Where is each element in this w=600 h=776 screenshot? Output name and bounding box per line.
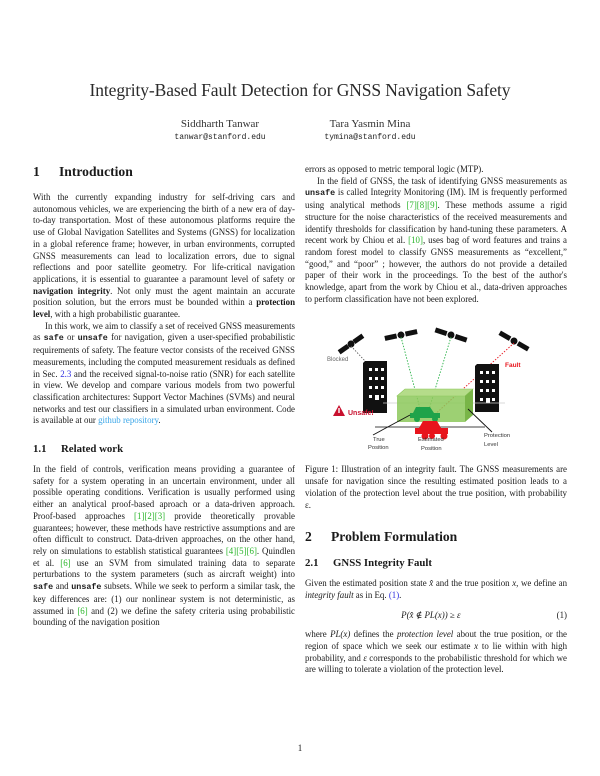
author-2 bbox=[300, 118, 440, 142]
warning-icon bbox=[333, 405, 345, 416]
integrity-fault-diagram bbox=[305, 319, 567, 454]
citation-link[interactable]: [6] bbox=[246, 545, 257, 556]
svg-text:Protection: Protection bbox=[484, 433, 511, 440]
section-heading-introduction: 1 Introduction bbox=[33, 164, 133, 179]
citation-link[interactable]: [9] bbox=[427, 200, 438, 211]
satellite-icon bbox=[338, 328, 530, 355]
svg-text:Position: Position bbox=[421, 446, 442, 453]
intro-paragraph-1: With the currently expanding industry for self-driving cars and autonomous vehicles, we are experiencing the birth of a new era of day-to-day transportation. Most of these autonomous platforms require the use of Global Navigation Satellites and Systems (GNSS) for localization in a global reference frame; however, in urban environments, corrupted GNSS measurements can lead to localization errors, due to signal reflections and poor satellite geometry. For life-critical navigation applications, it is essential to guarantee a paramount level of safety or navigation integrity. Not only must the agent maintain an accurate position solution, but the errors must be bounded within a protection level, with a high probabilistic guarantee. bbox=[33, 192, 295, 320]
equation-number: (1) bbox=[556, 609, 567, 620]
citation-link[interactable]: [7] bbox=[406, 200, 417, 211]
author-email: tymina@stanford.edu bbox=[324, 133, 416, 142]
citation-link[interactable]: [2] bbox=[144, 510, 155, 521]
svg-text:Estimated: Estimated bbox=[418, 437, 444, 444]
svg-text:Fault: Fault bbox=[505, 362, 521, 370]
equation-ref-link[interactable]: (1) bbox=[388, 589, 400, 600]
related-work-paragraph-1: In the field of controls, verification means providing a guarantee of safety for a system operating in an uncertain environment, under all possible operating conditions. Verification is usually performed using either an analytical proof-based aproach or a data-driven approach. Proof-based approaches [1][2][3] provide theoretically provable guarantees; however, these methods have restrictive assumptions and are often difficult to construct. Data-driven approaches, on the other hand, rely on simulations to establish statistical guarantees [4][5][6]. Quindlen et al. [6] use an SVM from simulated training data to separate perturbations to the system parameters (such as aircraft weight) into safe and unsafe subsets. While we seek to perform a similar task, the key differences are: (1) our nonlinear system is not deterministic, as assumed in [6] and (2) we define the safety criteria using probabilistic bounding of the navigation position bbox=[33, 464, 296, 628]
citation-link[interactable]: [5] bbox=[236, 545, 247, 556]
citation-link[interactable]: [10] bbox=[408, 235, 423, 246]
integrity-fault-paragraph-2: where PL(x) defines the protection level about the true position, or the region of space which we seek our estimate x to lie within with high probability, and ε corresponds to the probabilistic threshold for which we are willing to tolerate a violation of the protection level. bbox=[305, 629, 568, 675]
citation-link[interactable]: [6] bbox=[77, 605, 88, 616]
svg-text:Position: Position bbox=[368, 445, 389, 452]
section-heading-problem-formulation: 2 Problem Formulation bbox=[305, 529, 458, 545]
left-column bbox=[33, 164, 295, 629]
figure-1-illustration bbox=[305, 319, 567, 454]
paper-title: Integrity-Based Fault Detection for GNSS Navigation Safety bbox=[89, 80, 511, 100]
right-column bbox=[305, 164, 567, 676]
citation-link[interactable]: [8] bbox=[416, 200, 428, 211]
author-name: Siddharth Tanwar bbox=[180, 118, 260, 130]
integrity-fault-paragraph-1: Given the estimated position state x̂ and the true position x, we define an integrity fault as in Eq. (1). bbox=[305, 578, 568, 600]
section-ref-link[interactable]: 2.3 bbox=[60, 368, 72, 379]
svg-text:Unsafe!: Unsafe! bbox=[348, 410, 374, 418]
figure-1-caption: Figure 1: Illustration of an integrity fault. The GNSS measurements are unsafe for navigation since the resulting estimated position leads to a violation of the protection level about the true position, with probability ε. bbox=[305, 464, 567, 510]
related-work-paragraph-2: In the field of GNSS, the task of identifying GNSS measurements as unsafe is called Integrity Monitoring (IM). IM is frequently performed using analytical methods [7][8][9]. These methods assume a rigid structure for the noise characteristics of the received measurements and identify thresholds for classification by hand-tuning these parameters. A recent work by Chiou et al. [10], uses bag of word features and trains a random forest model to classify GNSS measurements as “excellent,” “good,” and “poor” ; however, the authors do not provide a detailed paper of their work in the proceedings. To the best of the author's knowledge, apart from the work by Chiou et al., data-driven approaches to perform classification have not been explored. bbox=[305, 175, 567, 304]
citation-link[interactable]: [4] bbox=[225, 545, 237, 556]
subsection-heading-gnss-integrity-fault: 2.1 GNSS Integrity Fault bbox=[305, 557, 432, 570]
svg-text:Blocked: Blocked bbox=[327, 357, 349, 364]
author-email: tanwar@stanford.edu bbox=[174, 133, 266, 142]
github-repository-link[interactable]: github repository bbox=[98, 415, 159, 426]
svg-text:Level: Level bbox=[484, 442, 498, 449]
author-1 bbox=[160, 118, 280, 142]
author-name: Tara Yasmin Mina bbox=[329, 118, 411, 130]
subsection-heading-related-work: 1.1 Related work bbox=[33, 443, 124, 456]
citation-link[interactable]: [3] bbox=[154, 510, 166, 521]
related-work-continuation: errors as opposed to metric temporal logic (MTP). bbox=[305, 164, 484, 174]
page-number: 1 bbox=[297, 743, 303, 753]
citation-link[interactable]: [1] bbox=[134, 510, 145, 521]
citation-link[interactable]: [6] bbox=[60, 557, 71, 568]
intro-paragraph-2: In this work, we aim to classify a set of received GNSS measurements as safe or unsafe for navigation, given a user-specified probabilistic requirements of safety. The feature vector consists of the received GNSS measurements, including the computed measurement residuals as defined in Sec. 2.3 and the received signal-to-noise ratio (SNR) for each satellite in view. We develop and compare various models from two powerful classification architectures: Support Vector Machines (SVMs) and neural networks and test our classifiers in a simulated urban environment. Code is available at our github repository. bbox=[33, 320, 295, 426]
equation-1: P(x̂ ∉ PL(x)) ≥ ε (1) bbox=[401, 609, 567, 620]
svg-text:True: True bbox=[373, 437, 385, 444]
